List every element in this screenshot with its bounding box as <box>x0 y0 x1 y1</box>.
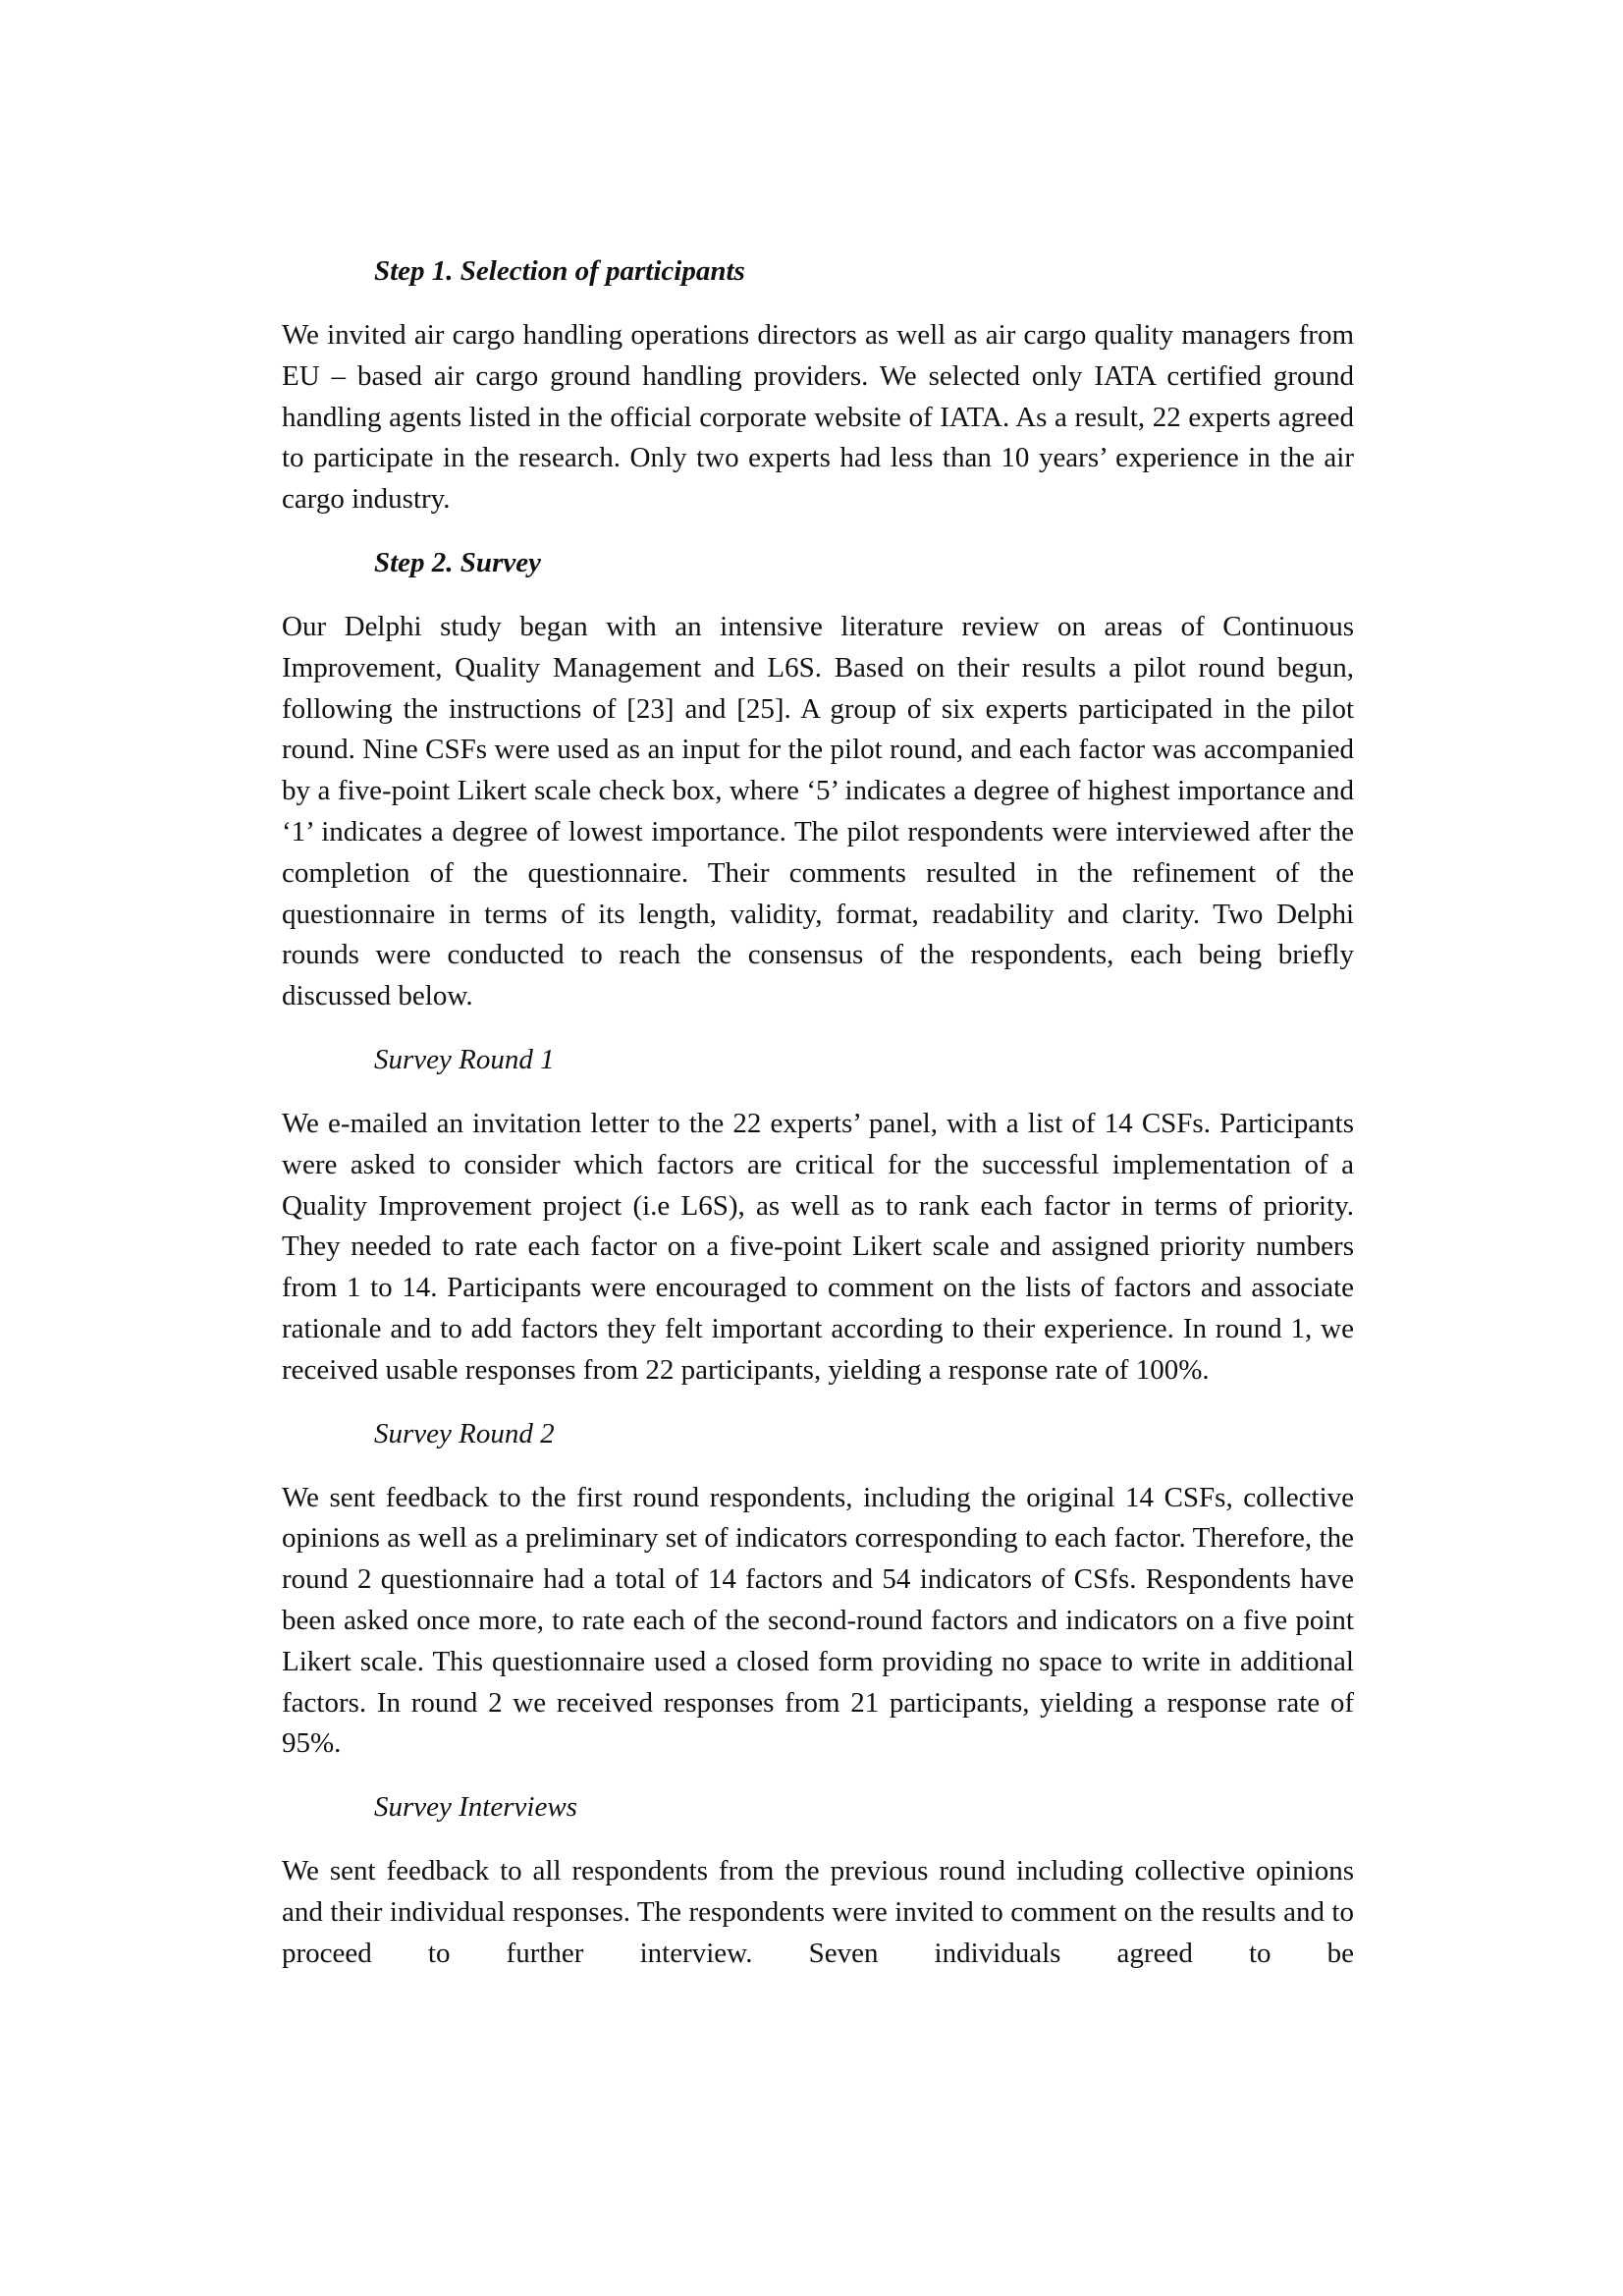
step2-paragraph: Our Delphi study began with an intensive literature review on areas of Continuous Improvement, Quality Management and L6S. Based on their results a pilot round begun, following the instructions of [23] and [25]. A group of six experts participated in the pilot round. Nine CSFs were used as an input for the pilot round, and each factor was accompanied by a five-point Likert scale check box, where ‘5’ indicates a degree of highest importance and ‘1’ indicates a degree of lowest importance. The pilot respondents were interviewed after the completion of the questionnaire. Their comments resulted in the refinement of the questionnaire in terms of its length, validity, format, readability and clarity. Two Delphi rounds were conducted to reach the consensus of the respondents, each being briefly discussed below. <box>282 610 1354 1012</box>
round2-heading: Survey Round 2 <box>374 1417 555 1449</box>
step1-heading: Step 1. Selection of participants <box>374 255 745 287</box>
step1-paragraph: We invited air cargo handling operations directors as well as air cargo quality managers from EU – based air cargo ground handling providers. We selected only IATA certified ground handling agents listed in the official corporate website of IATA. As a result, 22 experts agreed to participate in the research. Only two experts had less than 10 years’ experience in the air cargo industry. <box>282 319 1354 516</box>
step2-heading: Step 2. Survey <box>374 546 541 578</box>
round2-paragraph: We sent feedback to the first round respondents, including the original 14 CSFs, collective opinions as well as a preliminary set of indicators corresponding to each factor. Therefore, the round 2 questionnaire had a total of 14 factors and 54 indicators of CSfs. Respondents have been asked once more, to rate each of the second-round factors and indicators on a five point Likert scale. This questionnaire used a closed form providing no space to write in additional factors. In round 2 we received responses from 21 participants, yielding a response rate of 95%. <box>282 1481 1354 1760</box>
interviews-paragraph: We sent feedback to all respondents from the previous round including collective opinions and their individual responses. The respondents were invited to comment on the results and to proceed to further interview. Seven individuals agreed to be <box>282 1855 1354 1969</box>
document-body <box>282 250 1354 1975</box>
round1-heading: Survey Round 1 <box>374 1043 555 1075</box>
interviews-heading: Survey Interviews <box>374 1791 577 1824</box>
round1-paragraph: We e-mailed an invitation letter to the 22 experts’ panel, with a list of 14 CSFs. Participants were asked to consider which factors are critical for the successful implementation of a Quality Improvement project (i.e L6S), as well as to rank each factor in terms of priority. They needed to rate each factor on a five-point Likert scale and assigned priority numbers from 1 to 14. Participants were encouraged to comment on the lists of factors and associate rationale and to add factors they felt important according to their experience. In round 1, we received usable responses from 22 participants, yielding a response rate of 100%. <box>282 1107 1354 1386</box>
